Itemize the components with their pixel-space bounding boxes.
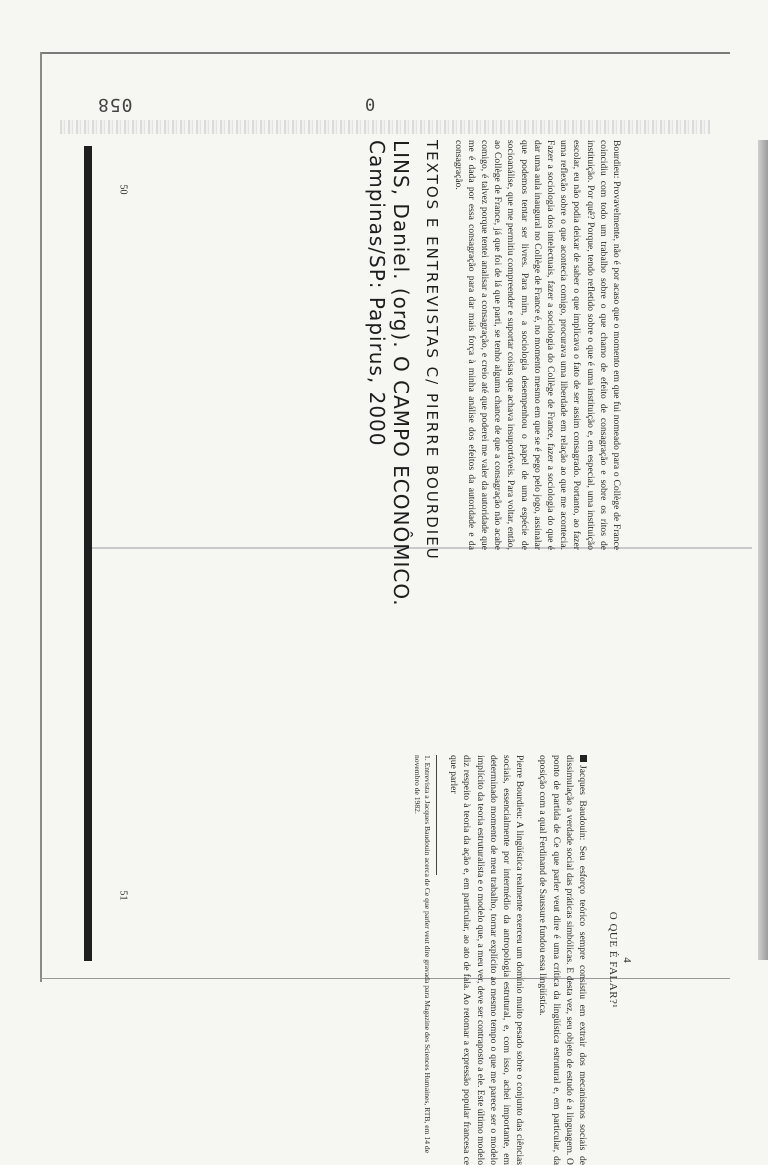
page-51	[0, 755, 633, 1165]
page-number-51: 51	[117, 890, 129, 901]
section-marker-icon	[580, 755, 587, 762]
scan-noise-band	[60, 120, 710, 134]
scan-frame-top	[40, 52, 730, 54]
page-51-paragraph-2: Pierre Bourdieu: A lingüística realmente exerceu um domínio muito pesado sobre o conjunto das ciências sociais, essencialmente por intermédio da antropologia estrutural, e, com isso, achei importante, em determinado momento de meu trabalho, tornar explícito ao mesmo tempo o que me parece ser o modelo implícito da teoria estruturalista e o modelo que, a meu ver, deve ser contraposto a ele. Este último modelo diz respeito à teoria da ação e, em particular, ao ato de fala. Ao retomar a expressão popular francesa ce que parler	[448, 755, 526, 1165]
page-51-paragraph-1-text: Jacques Baudouin: Seu esforço teórico sempre consistiu em extrair dos mecanismos sociais de dissimulação a verdade social das práticas simbólicas. E desta vez, seu objeto de estudo é a linguagem. O ponto de partida de Ce que parler veut dire é uma crítica da lingüística estrutural e, em particular, da oposição com a qual Ferdinand de Saussure fundou essa lingüística.	[537, 755, 588, 1165]
chapter-number: 4	[621, 957, 633, 963]
chapter-title: O QUE É FALAR?¹	[607, 911, 619, 1009]
page-50-body: Bourdieu: Provavelmente, não é por acaso que o momento em que fui nomeado para o Collège de France coincidiu com todo um trabalho sobre o que chamo de efeito de consagração e sobre os ritos de instituição. Por quê? Porque, tendo refletido sobre o que é uma instituição e, em especial, uma instituição escolar, eu não podia deixar de saber o que implicava o fato de ser assim consagrado. Portanto, ao fazer uma reflexão sobre o que acontecia comigo, procurava uma liberdade em relação ao que me acontecia. Fazer a sociologia dos intelectuais, fazer a sociologia do Collège de France, fazer a sociologia do que é dar uma aula inaugural no Collège de France é, no momento mesmo em que se é pego pelo jogo, assinalar que podemos tentar ser livres. Para mim, a sociologia desempenhou o papel de uma espécie de socioanálise, que me permitiu compreender e suportar coisas que achava insuportáveis. Para voltar, então, ao Collège de France, já que foi de lá que parti, se tenho alguma chance de que a consagração não acabe comigo, é talvez porque tentei analisar a consagração, e creio até que poderei me valer da autoridade que me é dada por essa consagração para dar mais força à minha análise dos efeitos da autoridade e da consagração.	[452, 140, 622, 550]
page-stamp-left: 058	[97, 94, 133, 115]
scan-right-edge	[758, 140, 768, 960]
page-51-paragraph-1	[536, 755, 589, 1165]
footnote-rule	[436, 755, 437, 875]
page-number-50: 50	[117, 184, 129, 195]
footnote: 1. Entrevista a Jacques Baudouin acerca de Ce que parler veut dire gravada para Magazine des Sciences Humaines, RTB, em 14 de novembro de 1982.	[412, 755, 432, 1154]
handwritten-note-line2: LINS, Daniel. (org). O CAMPO ECONÔMICO.	[389, 140, 414, 607]
handwritten-note-line1: TEXTOS E ENTREVISTAS C/ PIERRE BOURDIEU	[423, 140, 442, 561]
page-stamp-right: 0	[365, 96, 377, 116]
handwritten-note-line3: Campinas/SP: Papirus, 2000	[365, 140, 390, 447]
page-50	[163, 140, 623, 607]
